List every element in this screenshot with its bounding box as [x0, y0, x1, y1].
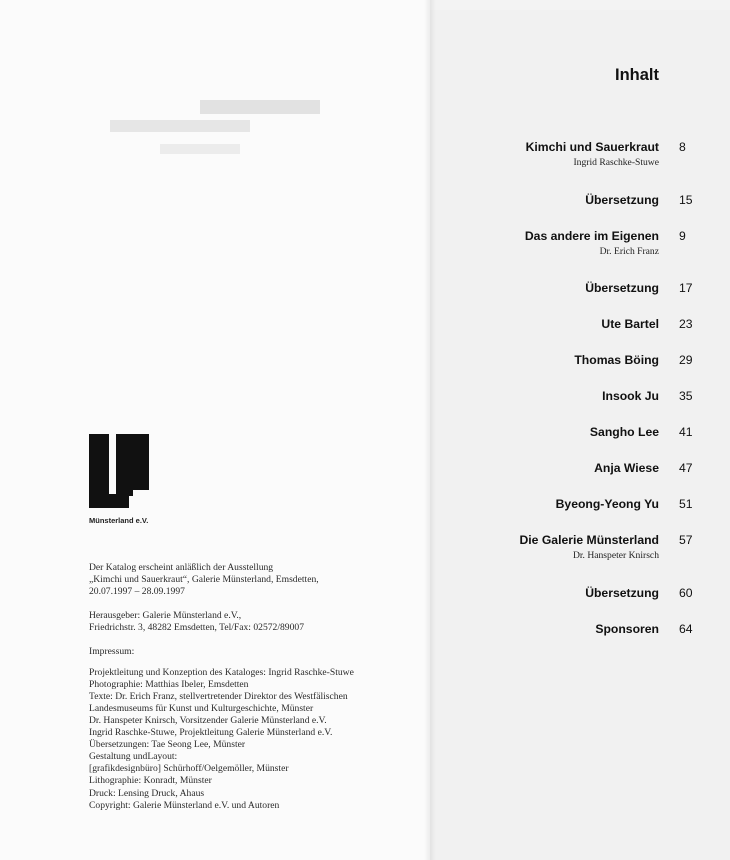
- toc-entry: [430, 140, 730, 168]
- logo-label: Münsterland e.V.: [89, 516, 149, 525]
- toc-entry: [430, 622, 730, 642]
- imprint-line: Der Katalog erscheint anläßlich der Ausstellung: [89, 562, 274, 573]
- imprint-line: Landesmuseums für Kunst und Kulturgeschichte, Münster: [89, 702, 314, 714]
- imprint-line: Friedrichstr. 3, 48282 Emsdetten, Tel/Fax: 02572/89007: [89, 622, 304, 634]
- toc-entry: [430, 353, 730, 373]
- imprint-line: Dr. Hanspeter Knirsch, Vorsitzender Galerie Münsterland e.V.: [89, 714, 327, 726]
- imprint-line: Ingrid Raschke-Stuwe, Projektleitung Galerie Münsterland e.V.: [89, 727, 333, 739]
- toc-entry-title: Byeong-Yeong Yu: [555, 497, 659, 511]
- imprint-line: Lithographie: Konradt, Münster: [89, 775, 212, 787]
- toc-entry-page: 17: [679, 281, 693, 295]
- toc-entry-title: Thomas Böing: [574, 353, 659, 367]
- toc-title: Inhalt: [615, 66, 659, 84]
- imprint-line: Druck: Lensing Druck, Ahaus: [89, 787, 205, 799]
- toc-entry: [430, 425, 730, 445]
- toc-entry-page: 41: [679, 425, 693, 439]
- toc-entry: [430, 461, 730, 481]
- toc-entry-title: Anja Wiese: [594, 461, 659, 475]
- toc-entry-title: Kimchi und Sauerkraut: [525, 140, 659, 154]
- toc-entry-title: Übersetzung: [585, 193, 659, 207]
- bleed-through-mark: [100, 92, 330, 162]
- toc-entry-page: 47: [679, 461, 693, 475]
- toc-entry: [430, 281, 730, 301]
- toc-entry-title: Übersetzung: [585, 586, 659, 600]
- imprint-line: Projektleitung und Konzeption des Kataloges: Ingrid Raschke-Stuwe: [89, 666, 354, 678]
- imprint-line: Photographie: Matthias Ibeler, Emsdetten: [89, 678, 249, 690]
- toc-entry-page: 57: [679, 533, 693, 547]
- toc-entry: [430, 533, 730, 561]
- imprint-heading: Impressum:: [89, 646, 135, 658]
- toc-entry-page: 60: [679, 586, 693, 600]
- imprint-block: [89, 562, 419, 812]
- toc-entry: [430, 229, 730, 257]
- toc-entry-author: Ingrid Raschke-Stuwe: [573, 157, 659, 168]
- toc-entry-page: 23: [679, 317, 693, 331]
- toc-entry-page: 8: [679, 140, 686, 154]
- imprint-line: Übersetzungen: Tae Seong Lee, Münster: [89, 739, 246, 751]
- toc-entry-title: Insook Ju: [602, 389, 659, 403]
- imprint-line: „Kimchi und Sauerkraut“, Galerie Münsterland, Emsdetten,: [89, 574, 319, 586]
- imprint-line: Gestaltung undLayout:: [89, 751, 178, 763]
- imprint-line: 20.07.1997 – 28.09.1997: [89, 586, 185, 598]
- toc-entry-author: Dr. Erich Franz: [599, 246, 659, 257]
- toc-entry-title: Das andere im Eigenen: [524, 229, 659, 243]
- imprint-line: Copyright: Galerie Münsterland e.V. und Autoren: [89, 799, 280, 811]
- toc-entry: [430, 317, 730, 337]
- toc-entry-title: Sponsoren: [595, 622, 659, 636]
- toc-entry: [430, 389, 730, 409]
- toc-entry-author: Dr. Hanspeter Knirsch: [572, 550, 659, 561]
- toc-entry-page: 29: [679, 353, 693, 367]
- toc-entry-page: 51: [679, 497, 693, 511]
- toc-entry-page: 9: [679, 229, 686, 243]
- imprint-line: [grafikdesignbüro] Schürhoff/Oelgemöller, Münster: [89, 763, 289, 775]
- toc-entry: [430, 497, 730, 517]
- toc-entry-title: Ute Bartel: [601, 317, 659, 331]
- toc-entry-page: 35: [679, 389, 693, 403]
- toc-entry-title: Sangho Lee: [589, 425, 659, 439]
- galerie-logo-icon: [89, 434, 149, 508]
- toc-entry-page: 64: [679, 622, 693, 636]
- toc-entry: [430, 586, 730, 606]
- imprint-line: Herausgeber: Galerie Münsterland e.V.,: [89, 610, 242, 622]
- toc-entry: [430, 193, 730, 213]
- toc-entry-title: Die Galerie Münsterland: [519, 533, 659, 547]
- imprint-line: Texte: Dr. Erich Franz, stellvertretender Direktor des Westfälischen: [89, 690, 348, 702]
- toc-entry-page: 15: [679, 193, 693, 207]
- toc-entry-title: Übersetzung: [585, 281, 659, 295]
